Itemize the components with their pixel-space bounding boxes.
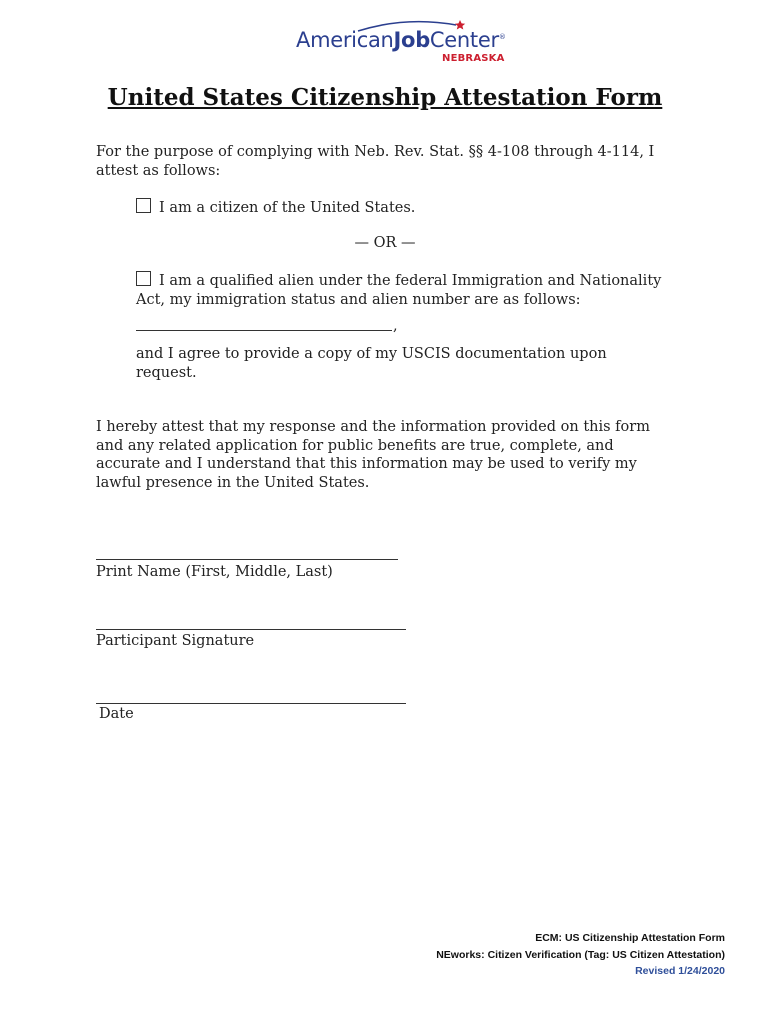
date-label: Date <box>99 706 134 722</box>
alien-checkbox[interactable] <box>136 271 151 286</box>
signature-label: Participant Signature <box>96 633 255 649</box>
logo-trademark: ® <box>498 33 506 41</box>
logo-wordmark <box>296 28 506 52</box>
alien-option <box>136 271 676 309</box>
logo-word-center: Center <box>429 28 499 52</box>
intro-paragraph: For the purpose of complying with Neb. Rev. Stat. §§ 4-108 through 4-114, I attest as follows: <box>96 144 655 179</box>
logo-word-job: Job <box>393 28 430 52</box>
agree-paragraph: and I agree to provide a copy of my USCIS documentation upon request. <box>136 346 607 381</box>
citizen-option-label: I am a citizen of the United States. <box>159 200 416 216</box>
form-title: United States Citizenship Attestation Form <box>107 84 663 111</box>
citizen-checkbox[interactable] <box>136 198 151 213</box>
logo-word-american: American <box>296 28 394 52</box>
immigration-status-field[interactable] <box>136 330 392 331</box>
alien-option-label: I am a qualified alien under the federal Immigration and Nationality Act, my immigration status and alien number are as follows: <box>136 273 662 308</box>
footer-revised-line: Revised 1/24/2020 <box>635 965 725 977</box>
logo-subtitle: NEBRASKA <box>442 53 505 64</box>
or-separator: — OR — <box>354 235 416 251</box>
signature-field[interactable] <box>96 629 406 630</box>
status-comma: , <box>393 318 398 334</box>
american-job-center-logo <box>296 18 506 68</box>
attestation-paragraph: I hereby attest that my response and the information provided on this form and any related application for public benefits are true, complete, and accurate and I understand that this information may be used to verify my lawful presence in the United States. <box>96 419 650 491</box>
date-field[interactable] <box>96 703 406 704</box>
print-name-label: Print Name (First, Middle, Last) <box>96 564 333 580</box>
citizen-option <box>136 198 415 218</box>
print-name-field[interactable] <box>96 559 398 560</box>
footer-neworks-line: NEworks: Citizen Verification (Tag: US Citizen Attestation) <box>436 949 725 961</box>
footer-ecm-line: ECM: US Citizenship Attestation Form <box>535 932 725 944</box>
